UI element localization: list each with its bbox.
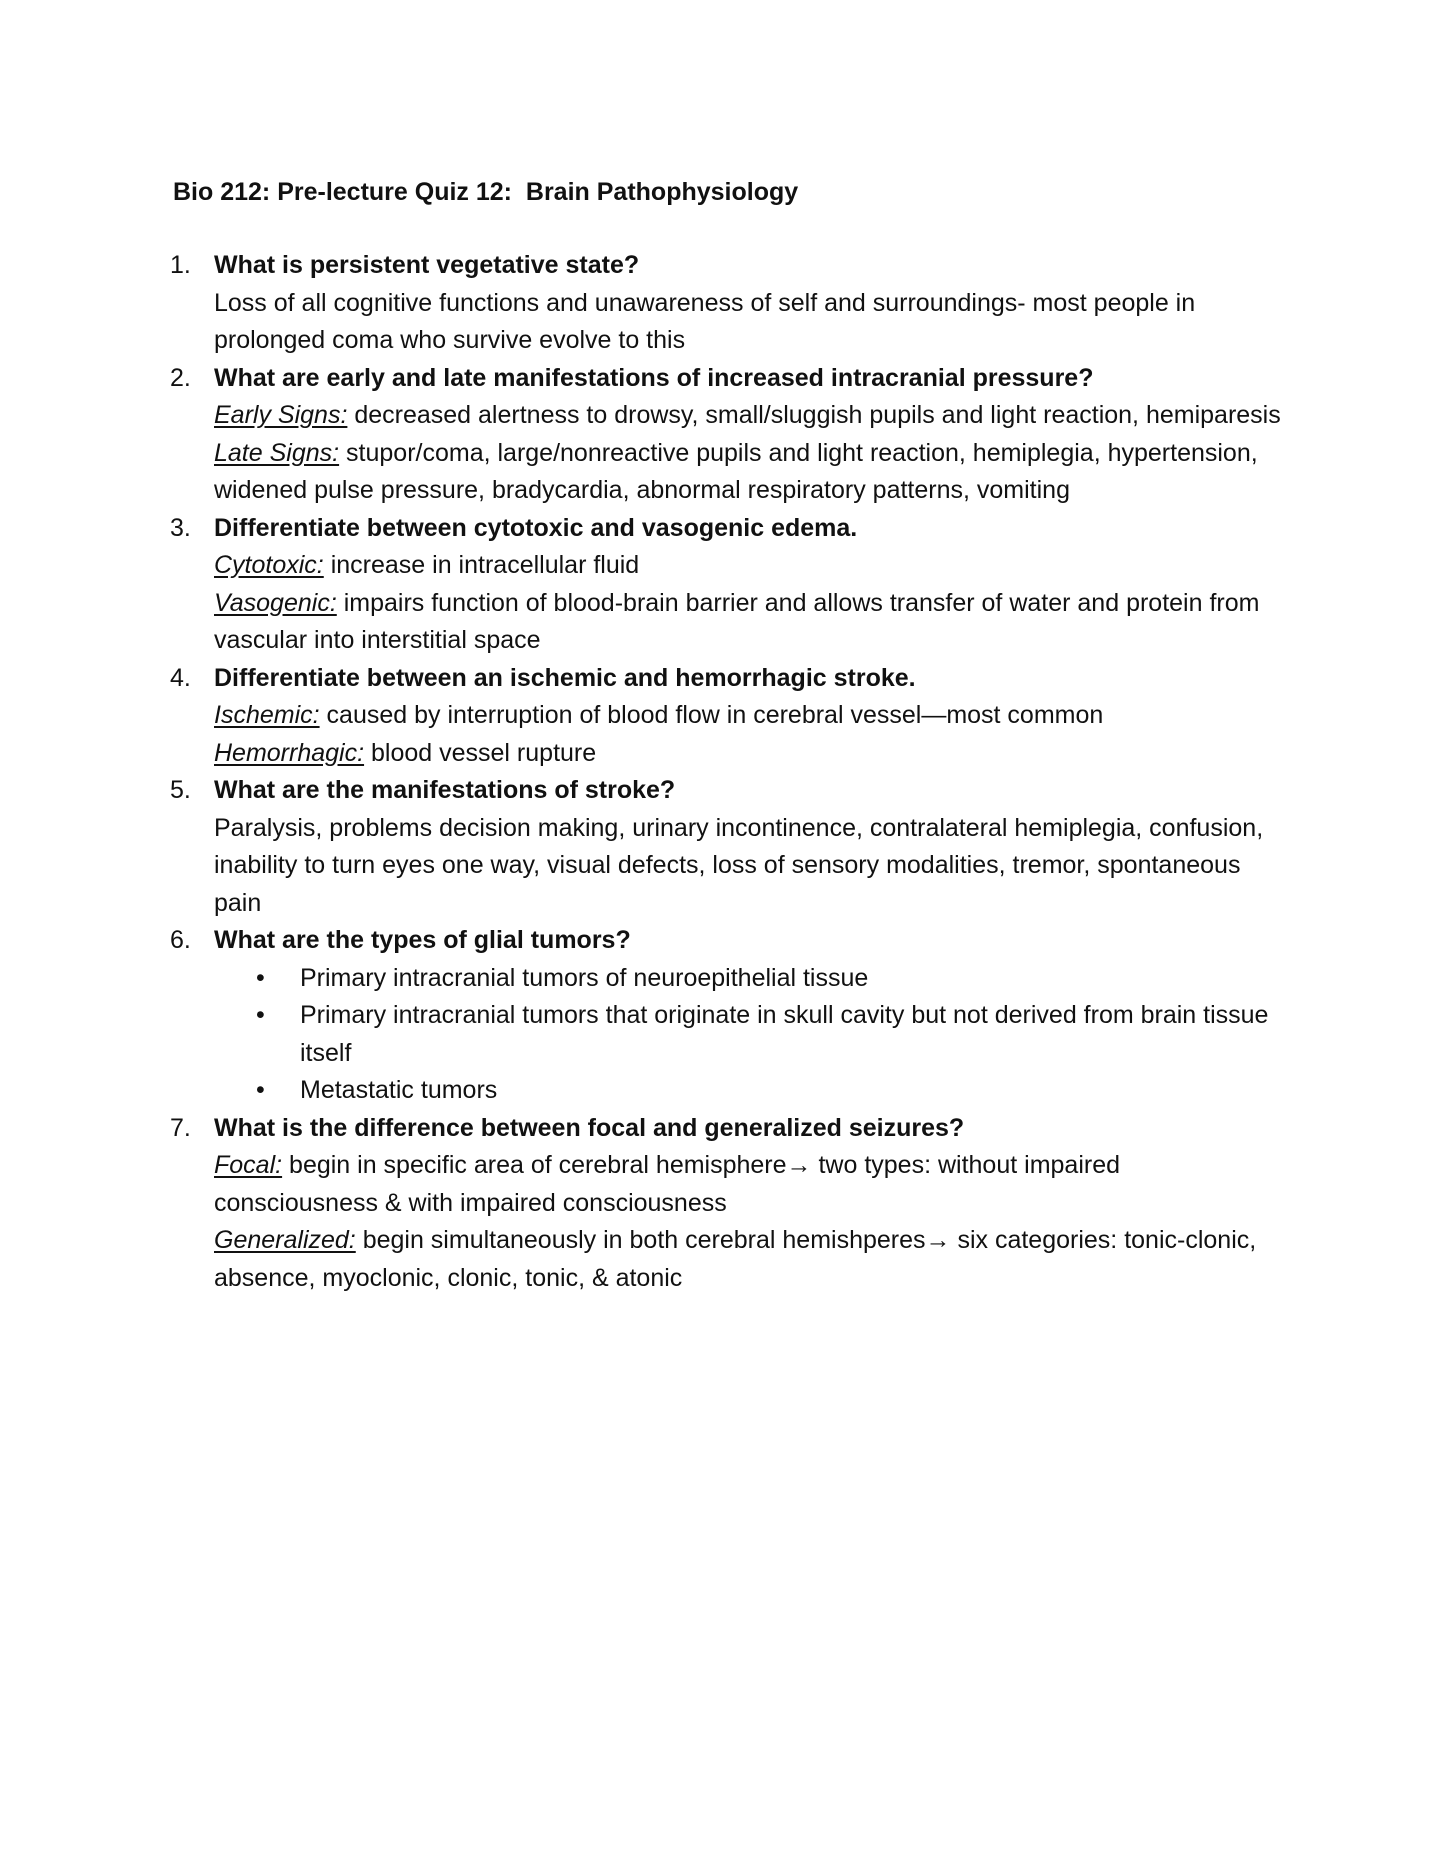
question-number: 2. <box>170 363 191 392</box>
question-text: What is the difference between focal and generalized seizures? <box>214 1113 965 1142</box>
answer-part-text: begin in specific area of cerebral hemisphere→ two types: without impaired consciousness & with impaired consciousness <box>214 1151 1121 1217</box>
question-number: 7. <box>170 1113 191 1142</box>
bullet-list <box>214 960 1290 1110</box>
question-text: What are early and late manifestations of increased intracranial pressure? <box>214 363 1094 392</box>
answer-part <box>214 735 1290 773</box>
answer-term: Early Signs: <box>214 401 348 429</box>
question-item <box>170 922 1290 1110</box>
question-text: Differentiate between cytotoxic and vasogenic edema. <box>214 513 858 542</box>
answer-part <box>214 435 1290 510</box>
answer-part <box>214 1222 1290 1297</box>
question-list <box>170 247 1290 1297</box>
question-text: What is persistent vegetative state? <box>214 251 640 279</box>
answer-part <box>214 697 1290 735</box>
answer-term: Ischemic: <box>214 701 320 729</box>
answer-part-text: increase in intracellular fluid <box>323 551 640 579</box>
bullet-icon: • <box>256 963 265 992</box>
answer-part-text: impairs function of blood-brain barrier and allows transfer of water and protein from vascular into interstitial space <box>214 588 1260 654</box>
bullet-item <box>214 960 1290 998</box>
bullet-icon: • <box>256 1001 265 1029</box>
bullet-item <box>214 1072 1290 1110</box>
question-number: 6. <box>170 926 191 954</box>
bullet-text: Primary intracranial tumors of neuroepithelial tissue <box>300 963 869 992</box>
question-item <box>170 247 1290 360</box>
question-number: 3. <box>170 513 191 542</box>
question-text: Differentiate between an ischemic and hemorrhagic stroke. <box>214 663 916 692</box>
bullet-icon: • <box>256 1076 265 1104</box>
question-item <box>170 360 1290 510</box>
answer-term: Late Signs: <box>214 438 340 467</box>
answer-term: Focal: <box>214 1151 283 1179</box>
answer-part-text: blood vessel rupture <box>364 738 597 767</box>
answer-part <box>214 585 1290 660</box>
question-item <box>170 660 1290 773</box>
answer-part <box>214 547 1290 585</box>
answer-term: Generalized: <box>214 1226 356 1254</box>
answer-part-text: caused by interruption of blood flow in cerebral vessel—most common <box>319 701 1104 729</box>
question-number: 5. <box>170 776 191 804</box>
question-number: 1. <box>170 251 191 279</box>
question-number: 4. <box>170 663 191 692</box>
answer-term: Cytotoxic: <box>214 551 324 579</box>
question-item <box>170 772 1290 922</box>
answer-text: Loss of all cognitive functions and unawareness of self and surroundings- most people in prolonged coma who survive evolve to this <box>214 288 1196 354</box>
document-title: Bio 212: Pre-lecture Quiz 12: Brain Pathophysiology <box>173 178 799 206</box>
question-text: What are the types of glial tumors? <box>214 926 631 954</box>
bullet-item <box>214 997 1290 1072</box>
answer-part <box>214 1147 1290 1222</box>
bullet-text: Metastatic tumors <box>300 1076 498 1104</box>
question-text: What are the manifestations of stroke? <box>214 776 676 804</box>
question-item <box>170 1110 1290 1298</box>
answer-part <box>214 397 1290 435</box>
answer-term: Hemorrhagic: <box>214 738 365 767</box>
answer-part-text: decreased alertness to drowsy, small/sluggish pupils and light reaction, hemiparesis <box>347 401 1281 429</box>
answer-text: Paralysis, problems decision making, urinary incontinence, contralateral hemiplegia, confusion, inability to turn eyes one way, visual defects, loss of sensory modalities, tremor, spontaneous pain <box>214 813 1264 917</box>
bullet-text: Primary intracranial tumors that originate in skull cavity but not derived from brain tissue itself <box>300 1001 1269 1067</box>
answer-part-text: stupor/coma, large/nonreactive pupils and light reaction, hemiplegia, hypertension, widened pulse pressure, bradycardia, abnormal respiratory patterns, vomiting <box>214 438 1258 504</box>
answer-term: Vasogenic: <box>214 588 337 617</box>
question-item <box>170 510 1290 660</box>
answer-part-text: begin simultaneously in both cerebral hemishperes→ six categories: tonic-clonic, absence, myoclonic, clonic, tonic, & atonic <box>214 1226 1257 1292</box>
